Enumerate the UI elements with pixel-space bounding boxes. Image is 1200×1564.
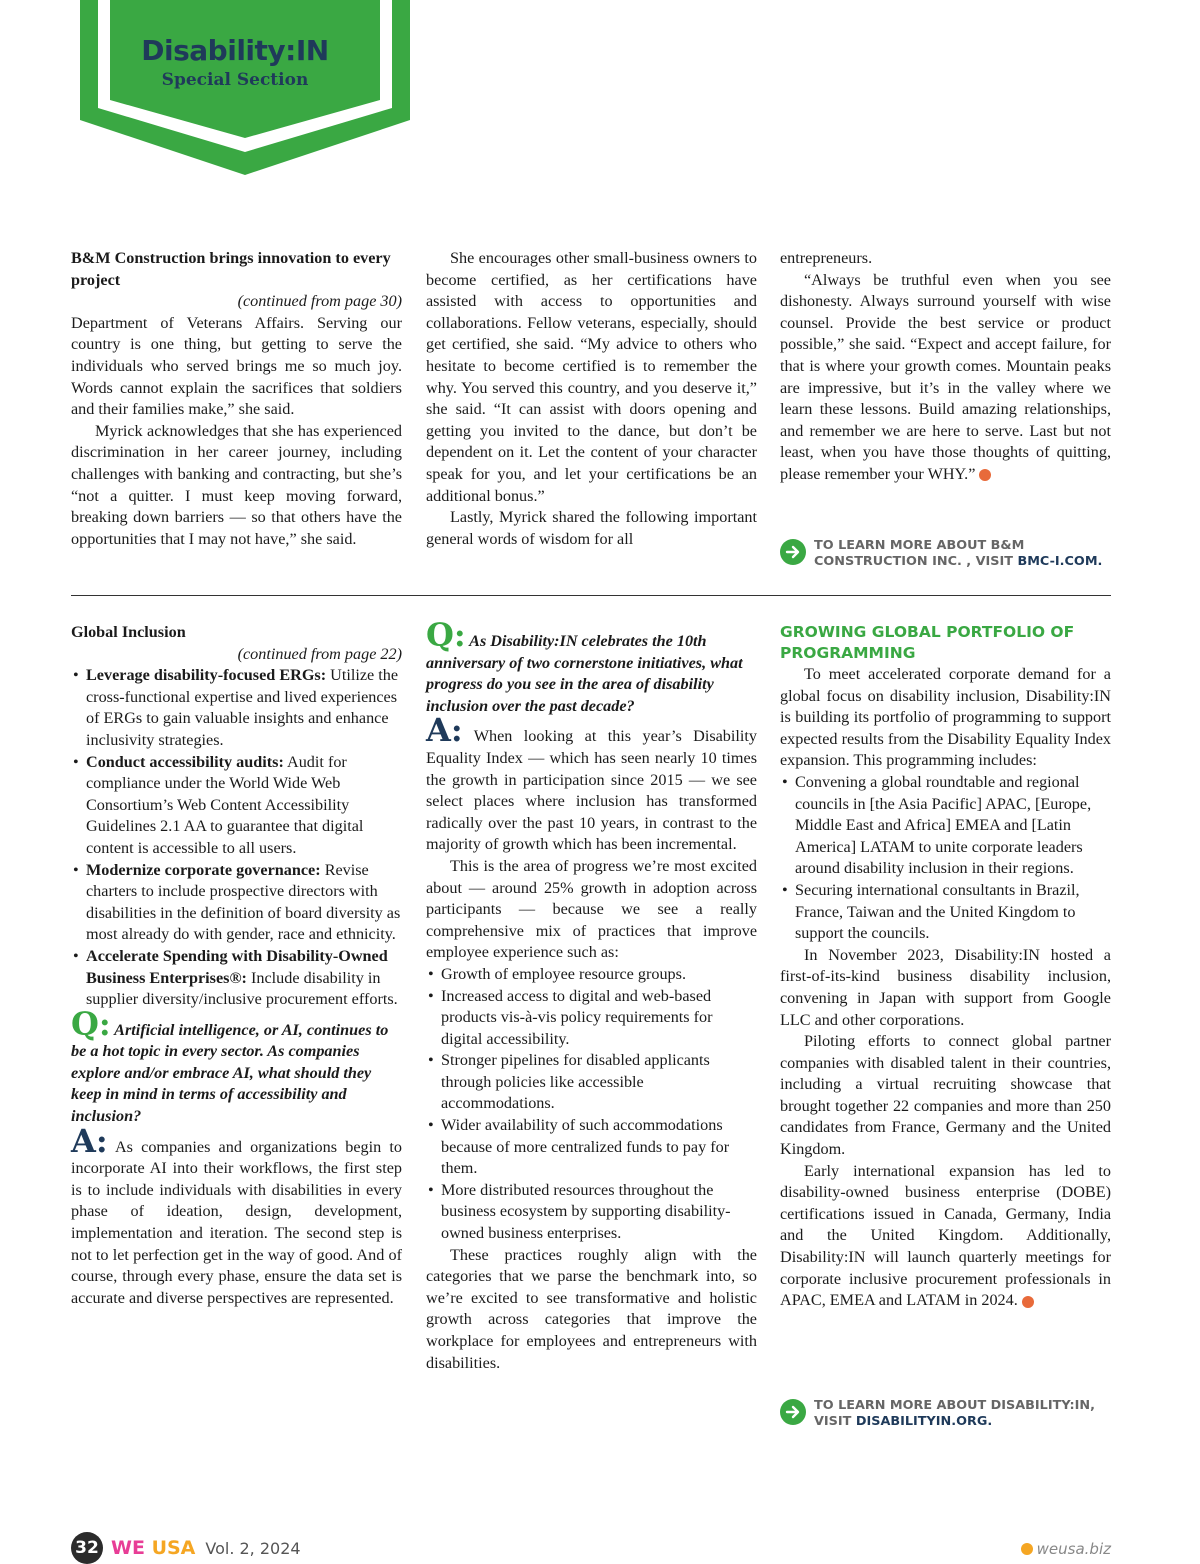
paragraph: She encourages other small-business owners to become certified, as her certifications have assisted with access to opportunities and collaborations. Fellow veterans, especially, should get certified, she said. “My advice to others who hesitate to become certified is to remember the why. You served this country, and you deserve it,” she said. “It can assist with doors opening and getting you invited to the dance, but don’t be dependent on it. Let the content of your character speak for you, and let your certifications be an additional bonus.” — [426, 249, 757, 505]
list-item: • Conduct accessibility audits: Audit for compliance under the World Wide Web Consortium’s Web Content Accessibility Guidelines 2.1 AA to guarantee that digital content is accessible to all users. — [71, 752, 402, 860]
a-marker: A: — [426, 711, 463, 750]
section-divider — [71, 595, 1111, 596]
bottom-column-2 — [426, 616, 757, 1374]
section-subtitle: Special Section — [161, 70, 309, 90]
recommendation-list — [71, 665, 402, 1011]
paragraph: In November 2023, Disability:IN hosted a first-of-its-kind business disability inclusion, convening in Japan with support from Google LLC and other corporations. — [780, 945, 1111, 1029]
programming-list — [780, 772, 1111, 945]
a-marker: A: — [71, 1121, 108, 1160]
list-item: • Stronger pipelines for disabled applicants through policies like accessible accommodations. — [426, 1050, 757, 1115]
list-item: • Convening a global roundtable and regional councils in [the Asia Pacific] APAC, [Europe, Middle East and Africa] EMEA and [Latin America] LATAM to unite corporate leaders around disability inclusion in their regions. — [780, 772, 1111, 880]
question: Q: As Disability:IN celebrates the 10th anniversary of two cornerstone initiatives, what progress do you see in the area of disability inclusion over the past decade? — [426, 616, 743, 715]
bmc-link[interactable]: BMC-I.COM. — [1017, 554, 1103, 569]
progress-list — [426, 964, 757, 1245]
quote-text: “Always be truthful even when you see dishonesty. Always surround yourself with wise counsel. Provide the best service or product possible,” she said. “Expect and accept failure, for that is where your growth comes. Mountain peaks are impressive, but it’s in the valley where we learn these lessons. Build amazing relationships, and remember we are here to serve. Last but not least, when you have those thoughts of quitting, please remember your WHY.” — [780, 270, 1111, 483]
disabilityin-link[interactable]: DISABILITYIN.ORG. — [855, 1414, 993, 1429]
question: Q: Artificial intelligence, or AI, continues to be a hot topic in every sector. As companies explore and/or embrace AI, what should they keep in mind in terms of accessibility and inclusion? — [71, 1004, 389, 1126]
paragraph — [780, 270, 1111, 486]
continued-note: (continued from page 22) — [237, 644, 402, 663]
list-item: • Growth of employee resource groups. — [426, 964, 757, 986]
arrow-right-icon — [780, 1399, 806, 1425]
top-column-3 — [780, 248, 1111, 486]
paragraph: Early international expansion has led to disability-owned business enterprise (DOBE) certifications issued in Canada, Germany, India and the United Kingdom. Additionally, Disability:IN will launch quarterly meetings for corporate inclusive procurement professionals in APAC, EMEA and LATAM in 2024. WE — [780, 1161, 1111, 1310]
q-marker: Q: — [426, 616, 466, 654]
paragraph: Piloting efforts to connect global partner companies with disabled talent in their countries, including a virtual recruiting showcase that brought together 22 companies and more than 250 candidates from France, Germany and the United Kingdom. — [780, 1032, 1111, 1159]
volume-label: Vol. 2, 2024 — [205, 1538, 301, 1558]
article-heading: B&M Construction brings innovation to every project — [71, 249, 391, 289]
answer: A: When looking at this year’s Disability Equality Index — which has seen nearly 10 times the growth in participation since 2015 — we see select places where inclusion has transformed radically over the past 10 years, in contrast to the majority of growth which has been incremental. — [426, 711, 757, 854]
learn-more-disabilityin[interactable] — [780, 1398, 1111, 1430]
learn-more-text: TO LEARN MORE ABOUT DISABILITY:IN, VISIT — [814, 1398, 1095, 1429]
list-item: • Leverage disability-focused ERGs: Utilize the cross-functional expertise and lived experiences of ERGs to gain valuable insights and enhance inclusivity strategies. — [71, 665, 402, 751]
list-item: • Increased access to digital and web-based products vis-à-vis policy requirements for digital accessibility. — [426, 986, 757, 1051]
arrow-right-icon — [780, 539, 806, 565]
top-column-2 — [426, 248, 757, 550]
brand-logo: WE USA — [111, 1537, 196, 1559]
paragraph: These practices roughly align with the categories that we parse the benchmark into, so we’re excited to see transformative and holistic growth across categories that improve the workplace for employees and entrepreneurs with disabilities. — [426, 1245, 757, 1372]
paragraph: This is the area of progress we’re most excited about — around 25% growth in adoption across participants — because we see a really comprehensive mix of practices that improve employee experience such as: — [426, 856, 757, 962]
top-column-1 — [71, 248, 402, 550]
list-item: • Modernize corporate governance: Revise charters to include prospective directors with disabilities in the definition of board diversity as most already do with gender, race and ethnicity. — [71, 860, 402, 946]
bottom-column-1 — [71, 622, 402, 1309]
learn-more-text: TO LEARN MORE ABOUT B&M CONSTRUCTION INC. , VISIT — [814, 538, 1025, 569]
page-number: 32 — [71, 1532, 103, 1564]
logo-dot-icon — [1021, 1543, 1033, 1555]
special-section-badge — [70, 0, 420, 180]
end-mark-icon: WE — [979, 469, 991, 481]
learn-more-bmc[interactable] — [780, 538, 1111, 570]
q-marker: Q: — [71, 1004, 111, 1043]
paragraph: Department of Veterans Affairs. Serving our country is one thing, but getting to serve the individuals who served brings me so much joy. Words cannot explain the sacrifices that soldiers and their families make,” she said. — [71, 313, 402, 419]
website-link[interactable]: weusa.biz — [1021, 1540, 1111, 1558]
list-item: • Accelerate Spending with Disability-Owned Business Enterprises®: Include disability in supplier diversity/inclusive procurement efforts. — [71, 946, 402, 1011]
bottom-column-3 — [780, 622, 1111, 1312]
paragraph: Myrick acknowledges that she has experienced discrimination in her career journey, including challenges with banking and contracting, but she’s “not a quitter. I must keep moving forward, breaking down barriers — so that others have the opportunities that I may not have,” she said. — [71, 421, 402, 548]
list-item: • Securing international consultants in Brazil, France, Taiwan and the United Kingdom to support the councils. — [780, 880, 1111, 945]
page-footer — [71, 1532, 301, 1564]
paragraph: entrepreneurs. — [780, 249, 873, 267]
list-item: • More distributed resources throughout the business ecosystem by supporting disability-owned business enterprises. — [426, 1180, 757, 1245]
subsection-heading: GROWING GLOBAL PORTFOLIO OF PROGRAMMING — [780, 623, 1075, 662]
paragraph: To meet accelerated corporate demand for a global focus on disability inclusion, Disability:IN is building its portfolio of programming to support expected results from the Disability Equality Index expansion. This programming includes: — [780, 665, 1111, 770]
end-mark-icon: WE — [1022, 1296, 1034, 1308]
paragraph: Lastly, Myrick shared the following important general words of wisdom for all — [426, 508, 757, 548]
list-item: • Wider availability of such accommodations because of more centralized funds to pay for them. — [426, 1115, 757, 1180]
answer: A: As companies and organizations begin to incorporate AI into their workflows, the first step is to include individuals with disabilities in every phase of ideation, design, development, implementation and iteration. The second step is not to let perfection get in the way of good. And of course, through every phase, ensure the data set is accurate and diverse perspectives are represented. — [71, 1121, 402, 1307]
article-heading: Global Inclusion — [71, 623, 186, 641]
section-title: Disability:IN — [141, 34, 329, 67]
continued-note: (continued from page 30) — [237, 292, 402, 311]
